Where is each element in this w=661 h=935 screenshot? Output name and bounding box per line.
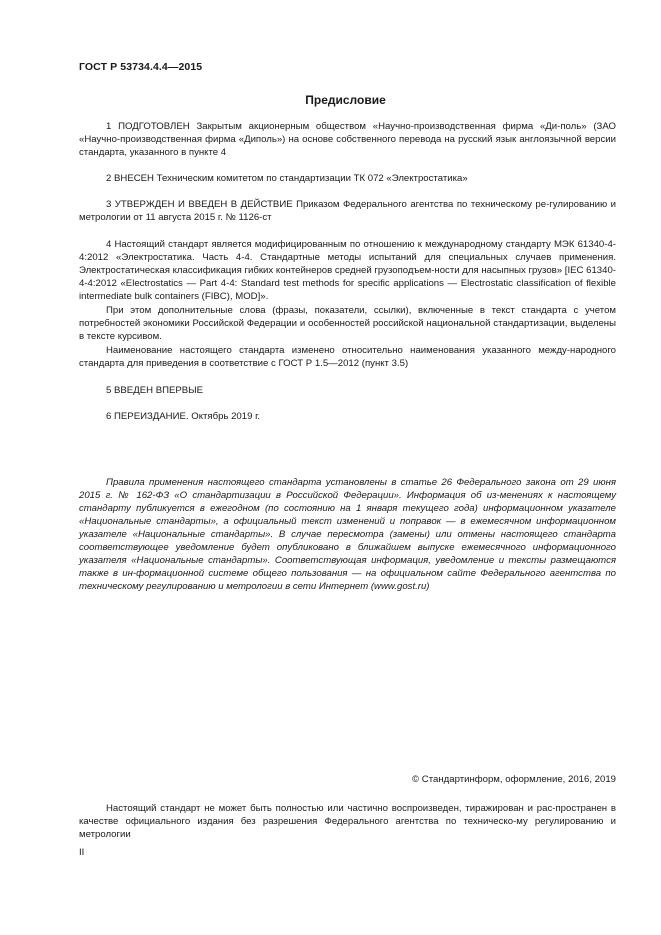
item-name-change: Наименование настоящего стандарта изменено относительно наименования указанного между-народного стандарта для приведения в соответствие с ГОСТ Р 1.5—2012 (пункт 3.5) (79, 345, 616, 369)
application-rules-notice: Правила применения настоящего стандарта установлены в статье 26 Федерального закона от 29 июня 2015 г. № 162-ФЗ «О стандартизации в Российской Федерации». Информация об из-менениях к настоящему стандарту публикуется в ежегодном (по состоянию на 1 января текущего года) информационном указателе «Национальные стандарты», а официальный текст изменений и поправок — в ежемесячном информационном указателе «Национальные стандарты». В случае пересмотра (замены) или отмены настоящего стандарта соответствующее уведомление будет опубликовано в ближайшем выпуске ежемесячного информационного указателя «Национальные стандарты». Соответствующая информация, уведомление и тексты размещаются также в ин-формационной системе общего пользования — на официальном сайте Федерального агентства по техническому регулированию и метрологии в сети Интернет (www.gost.ru) (79, 477, 616, 592)
copyright: © Стандартинформ, оформление, 2016, 2019 (412, 774, 616, 785)
page-title: Предисловие (305, 93, 386, 107)
item-introduced: 5 ВВЕДЕН ВПЕРВЫЕ (106, 385, 204, 396)
page-number: II (79, 847, 85, 858)
item-additions-note: При этом дополнительные слова (фразы, показатели, ссылки), включенные в текст стандарта с учетом потребностей экономики Российской Федерации и особенностей российской национальной стандартизации, выделены в тексте курсивом. (79, 305, 616, 342)
item-modified: 4 Настоящий стандарт является модифицированным по отношению к международному стандарту МЭК 61340-4-4:2012 «Электростатика. Часть 4-4. Стандартные методы испытаний для специальных случаев применения. Электростатическая классификация гибких контейнеров средней грузоподъем-ности для насыпных грузов» [IEC 61340-4-4:2012 «Electrostatics — Part 4-4: Standard test methods for specific applications — Electrostatic classification of flexible intermediate bulk containers (FIBC), MOD]». (79, 239, 616, 302)
item-submitted: 2 ВНЕСЕН Техническим комитетом по стандартизации ТК 072 «Электростатика» (106, 173, 468, 184)
item-reissue: 6 ПЕРЕИЗДАНИЕ. Октябрь 2019 г. (106, 411, 261, 422)
standard-code: ГОСТ Р 53734.4.4—2015 (79, 61, 203, 73)
item-approved: 3 УТВЕРЖДЕН И ВВЕДЕН В ДЕЙСТВИЕ Приказом Федерального агентства по техническому ре-гулированию и метрологии от 11 августа 2015 г. № 1126-ст (79, 199, 616, 223)
item-prepared: 1 ПОДГОТОВЛЕН Закрытым акционерным обществом «Научно-производственная фирма «Ди-поль» (ЗАО «Научно-производственная фирма «Диполь») на основе собственного перевода на русский язык англоязычной версии стандарта, указанного в пункте 4 (79, 121, 616, 158)
reproduction-note: Настоящий стандарт не может быть полностью или частично воспроизведен, тиражирован и рас-пространен в качестве официального издания без разрешения Федерального агентства по техническо-му регулированию и метрологии (79, 803, 616, 840)
